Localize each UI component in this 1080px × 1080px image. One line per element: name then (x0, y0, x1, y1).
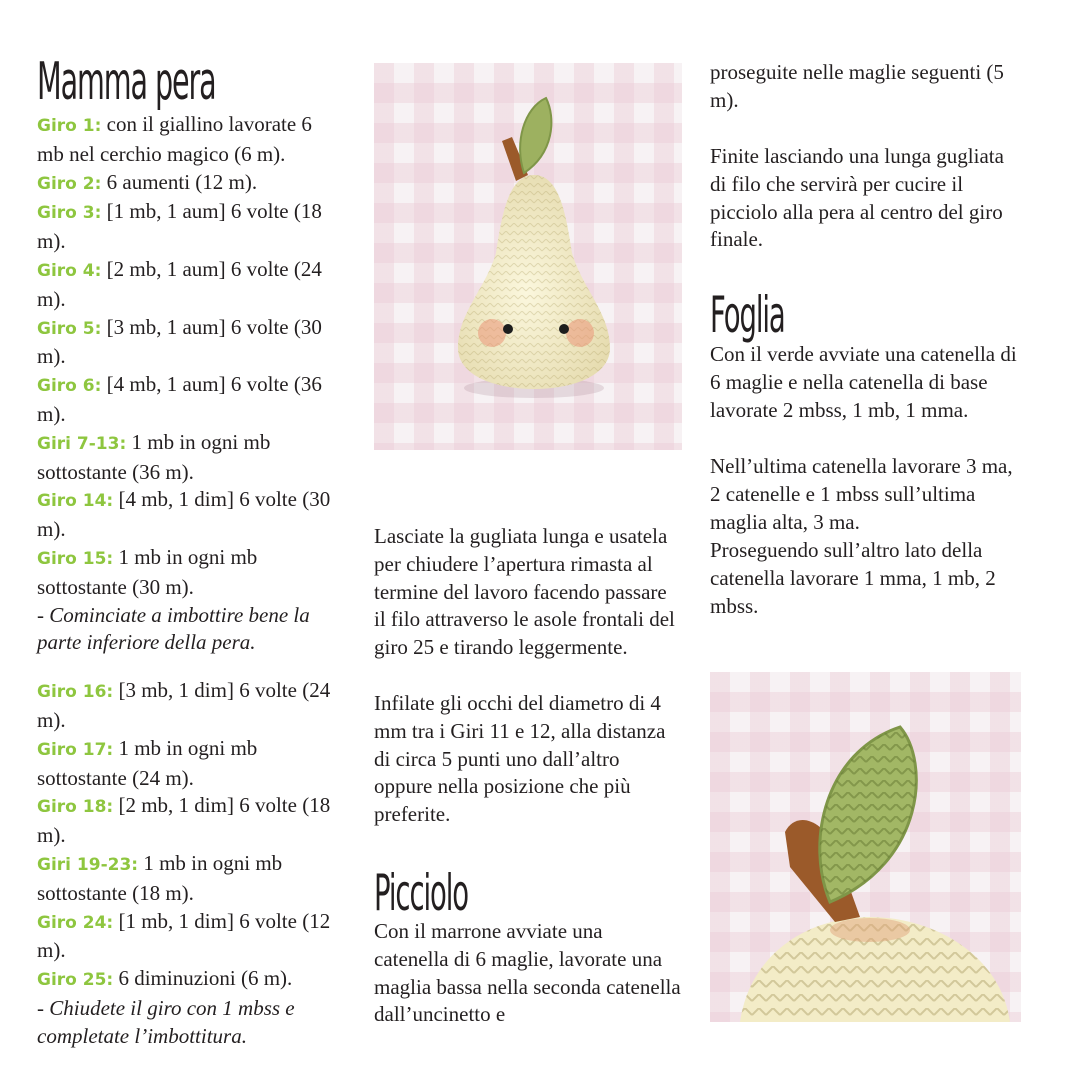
round-label: Giro 1: (37, 116, 102, 136)
round-step (37, 965, 337, 995)
pear-illustration (374, 63, 682, 450)
round-step (37, 850, 337, 908)
round-step (37, 908, 337, 966)
paragraph-leaf-2: Nell’ultima catenella lavorare 3 ma, 2 catenelle e 1 mbss sull’ultima maglia alta, 3 ma. (710, 454, 1013, 534)
round-label: Giro 14: (37, 491, 114, 512)
round-step (37, 314, 337, 372)
paragraph-eyes: Infilate gli occhi del diametro di 4 mm tra i Giri 11 e 12, alla distanza di circa 5 punti uno dall’altro oppure nella posizione che più preferite. (374, 691, 666, 827)
paragraph-continue: proseguite nelle maglie seguenti (5 m). (710, 60, 1004, 112)
round-text: 1 mb in ogni mb sottostante (18 m). (37, 850, 283, 905)
round-text: 1 mb in ogni mb sottostante (36 m). (37, 429, 271, 484)
paragraph-leaf-3: Proseguendo sull’altro lato della catenella lavorare 1 mma, 1 mb, 2 mbss. (710, 538, 996, 618)
round-label: Giro 15: (37, 548, 114, 569)
leaf (520, 98, 551, 173)
round-step (37, 256, 337, 314)
round-text: [1 mb, 1 dim] 6 volte (12 m). (37, 908, 331, 963)
instruction-note: - Cominciate a imbottire bene la parte inferiore della pera. (37, 602, 310, 655)
instruction-note: - Chiudete il giro con 1 mbss e completate l’imbottitura. (37, 995, 295, 1048)
section-title-mamma-pera: Mamma pera (37, 52, 216, 112)
round-text: 1 mb in ogni mb sottostante (30 m). (37, 544, 258, 599)
spacer (37, 657, 337, 677)
round-step (37, 169, 337, 199)
round-text: con il giallino lavorate 6 mb nel cerchio magico (6 m). (37, 112, 312, 166)
round-label: Giro 5: (37, 318, 102, 339)
round-label: Giri 7-13: (37, 433, 127, 454)
round-text: [3 mb, 1 dim] 6 volte (24 m). (37, 678, 331, 732)
round-text: 6 diminuzioni (6 m). (113, 966, 293, 991)
photo-leaf-closeup (710, 672, 1021, 1022)
paragraph-leaf-1: Con il verde avviate una catenella di 6 maglie e nella catenella di base lavorate 2 mbss, 1 mb, 1 mma. (710, 342, 1017, 422)
round-label: Giro 4: (37, 260, 102, 281)
round-step (37, 792, 337, 850)
round-step (37, 429, 337, 487)
left-eye (503, 324, 513, 334)
round-step (37, 198, 337, 256)
round-step (37, 735, 337, 793)
steps-list-a (37, 111, 337, 1051)
round-label: Giro 6: (37, 376, 102, 397)
round-step (37, 371, 337, 429)
round-label: Giro 2: (37, 173, 102, 194)
round-text: 6 aumenti (12 m). (101, 169, 258, 194)
round-text: [4 mb, 1 dim] 6 volte (30 m). (37, 487, 331, 542)
round-step (37, 544, 337, 602)
right-eye (559, 324, 569, 334)
section-title-picciolo: Picciolo (374, 864, 468, 922)
round-step (37, 111, 337, 169)
photo-pear-whole (374, 63, 682, 450)
round-label: Giro 18: (37, 797, 114, 818)
round-label: Giri 19-23: (37, 854, 139, 875)
round-label: Giro 3: (37, 203, 102, 224)
paragraph-finish: Finite lasciando una lunga gugliata di filo che servirà per cucire il picciolo alla pera al centro del giro finale. (710, 144, 1004, 252)
round-label: Giro 25: (37, 970, 114, 991)
round-text: [2 mb, 1 dim] 6 volte (18 m). (37, 793, 331, 848)
round-step (37, 486, 337, 544)
round-text: [1 mb, 1 aum] 6 volte (18 m). (37, 199, 322, 254)
paragraph-closing: Lasciate la gugliata lunga e usatela per chiudere l’apertura rimasta al termine del lavoro facendo passare il filo attraverso le asole frontali del giro 25 e tirando leggermente. (374, 524, 675, 660)
section-title-foglia: Foglia (710, 286, 785, 344)
round-text: [4 mb, 1 aum] 6 volte (36 m). (37, 372, 322, 426)
left-cheek (478, 319, 506, 347)
round-text: [2 mb, 1 aum] 6 volte (24 m). (37, 256, 322, 311)
leaf-closeup-illustration (710, 672, 1021, 1022)
round-label: Giro 24: (37, 912, 114, 933)
round-text: [3 mb, 1 aum] 6 volte (30 m). (37, 314, 322, 369)
round-step (37, 677, 337, 735)
round-label: Giro 17: (37, 739, 114, 760)
right-cheek (566, 319, 594, 347)
round-label: Giro 16: (37, 682, 114, 703)
paragraph-stem-instructions: Con il marrone avviate una catenella di 6 maglie, lavorate una maglia bassa nella seconda catenella dall’uncinetto e (374, 919, 681, 1027)
round-text: 1 mb in ogni mb sottostante (24 m). (37, 735, 258, 790)
